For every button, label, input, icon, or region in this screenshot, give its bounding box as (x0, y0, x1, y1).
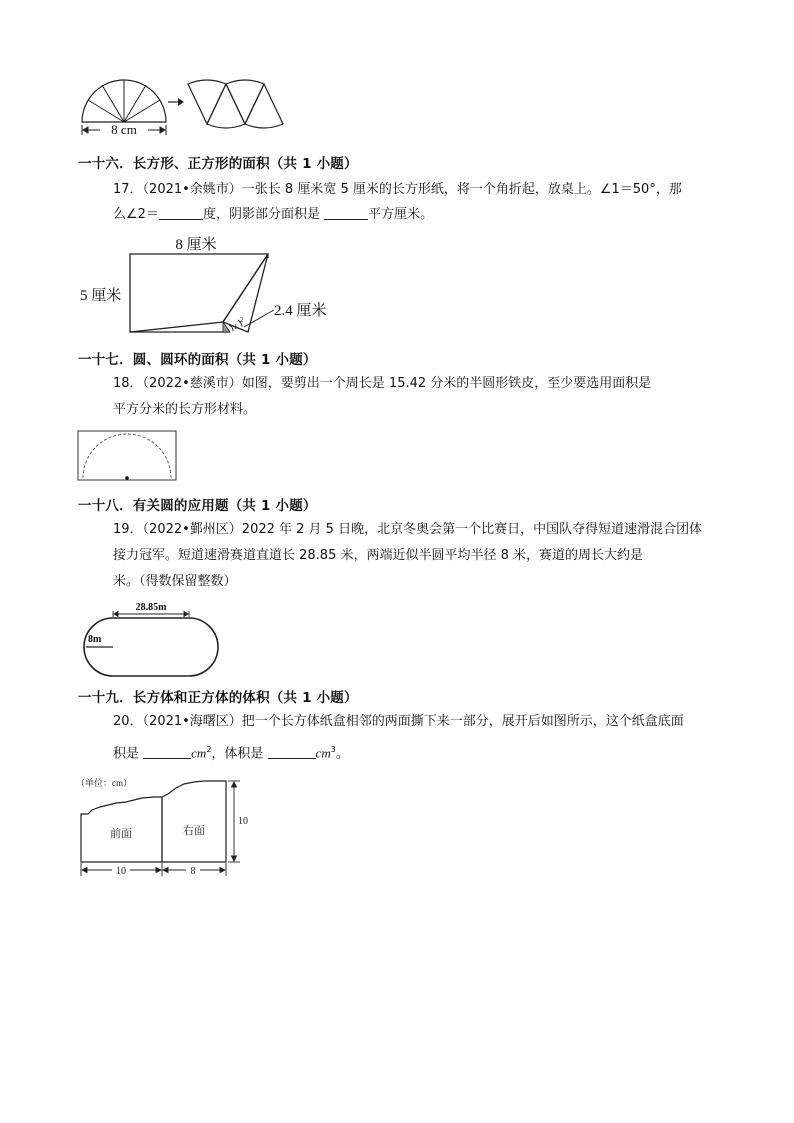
q18-line1: 18．（2022•慈溪市）如图，要剪出一个周长是 15.42 分米的半圆形铁皮，至少要选用面积是 (113, 376, 652, 391)
q17-rectangle-outline (130, 254, 268, 332)
q19-straight-label: 28.85m (135, 602, 167, 613)
q20-height-label: 10 (238, 816, 248, 827)
q20-unit2: cm (315, 745, 331, 761)
q20-unit1-sup: 2 (206, 745, 212, 754)
q19-radius-label: 8m (88, 634, 102, 645)
q17-line2 (113, 205, 433, 225)
q17-line2-c: 平方厘米。 (368, 207, 434, 222)
q17-folded-rectangle-figure (78, 232, 348, 342)
q20-width-dimension (81, 863, 226, 876)
q20-blank-volume[interactable] (268, 744, 316, 759)
q19-track-figure (76, 598, 228, 680)
q20-width2-label: 8 (190, 866, 196, 877)
q20-unit2-sup: 3 (330, 745, 336, 754)
q19-line3: 米。（得数保留整数） (113, 574, 237, 589)
q20-right-face-label: 右面 (183, 825, 205, 837)
q20-unfolded-box-figure (76, 772, 256, 882)
semicircle-rearrange-figure (76, 72, 316, 140)
q17-line2-b: 度，阴影部分面积是 (202, 207, 325, 222)
q17-folded-flap (223, 254, 268, 332)
section-title-16: 一十六．长方形、正方形的面积（共 1 小题） (78, 156, 358, 172)
q18-semicircle-arc (83, 434, 171, 478)
q17-left-label: 5 厘米 (80, 288, 122, 304)
q17-angle1-label: 1 (234, 323, 238, 331)
q18-semicircle-in-rectangle-figure (77, 428, 179, 482)
q18-center-dot (125, 476, 129, 480)
q17-angle2-label: 2 (240, 316, 244, 324)
q20-line2-b: ，体积是 (211, 746, 268, 762)
q19-line1: 19．（2022•鄞州区）2022 年 2 月 5 日晚，北京冬奥会第一个比赛日，中国队夺得短道速滑混合团体 (113, 522, 703, 537)
section-title-19: 一十九．长方体和正方体的体积（共 1 小题） (78, 690, 358, 706)
q20-line2 (113, 740, 349, 764)
rearranged-sectors (188, 80, 283, 128)
q18-line2: 平方分米的长方形材料。 (113, 402, 257, 417)
q20-line1: 20．（2021•海曙区）把一个长方体纸盒相邻的两面撕下来一部分，展开后如图所示，这个纸盒底面 (113, 714, 684, 729)
q20-line2-a: 积是 (113, 746, 144, 762)
q17-right-label: 2.4 厘米 (274, 303, 327, 319)
q17-top-label: 8 厘米 (175, 237, 217, 253)
sector-lines (88, 80, 160, 122)
q18-rectangle (78, 431, 176, 480)
q20-line2-c: 。 (335, 746, 349, 762)
diameter-label: 8 cm (111, 122, 137, 137)
q20-blank-base-area[interactable] (143, 744, 191, 759)
q20-unit1: cm (191, 745, 207, 761)
q17-line2-a: 么∠2＝ (113, 207, 159, 222)
q17-blank-angle2[interactable] (159, 205, 203, 220)
q20-unit-label: （单位：cm） (76, 778, 132, 788)
q20-right-face (162, 781, 226, 862)
q17-line1: 17．（2021•余姚市）一张长 8 厘米宽 5 厘米的长方形纸，将一个角折起，放桌上。∠1＝50°，那 (113, 182, 682, 197)
section-title-17: 一十七．圆、圆环的面积（共 1 小题） (78, 352, 317, 368)
q17-blank-area[interactable] (324, 205, 368, 220)
section-title-18: 一十八．有关圆的应用题（共 1 小题） (78, 498, 317, 514)
q20-front-label: 前面 (110, 828, 132, 840)
transform-arrow (168, 98, 184, 106)
q20-width1-label: 10 (116, 866, 126, 877)
q19-line2: 接力冠军。短道速滑赛道直道长 28.85 米，两端近似半圆平均半径 8 米，赛道的周长大约是 (113, 548, 644, 563)
